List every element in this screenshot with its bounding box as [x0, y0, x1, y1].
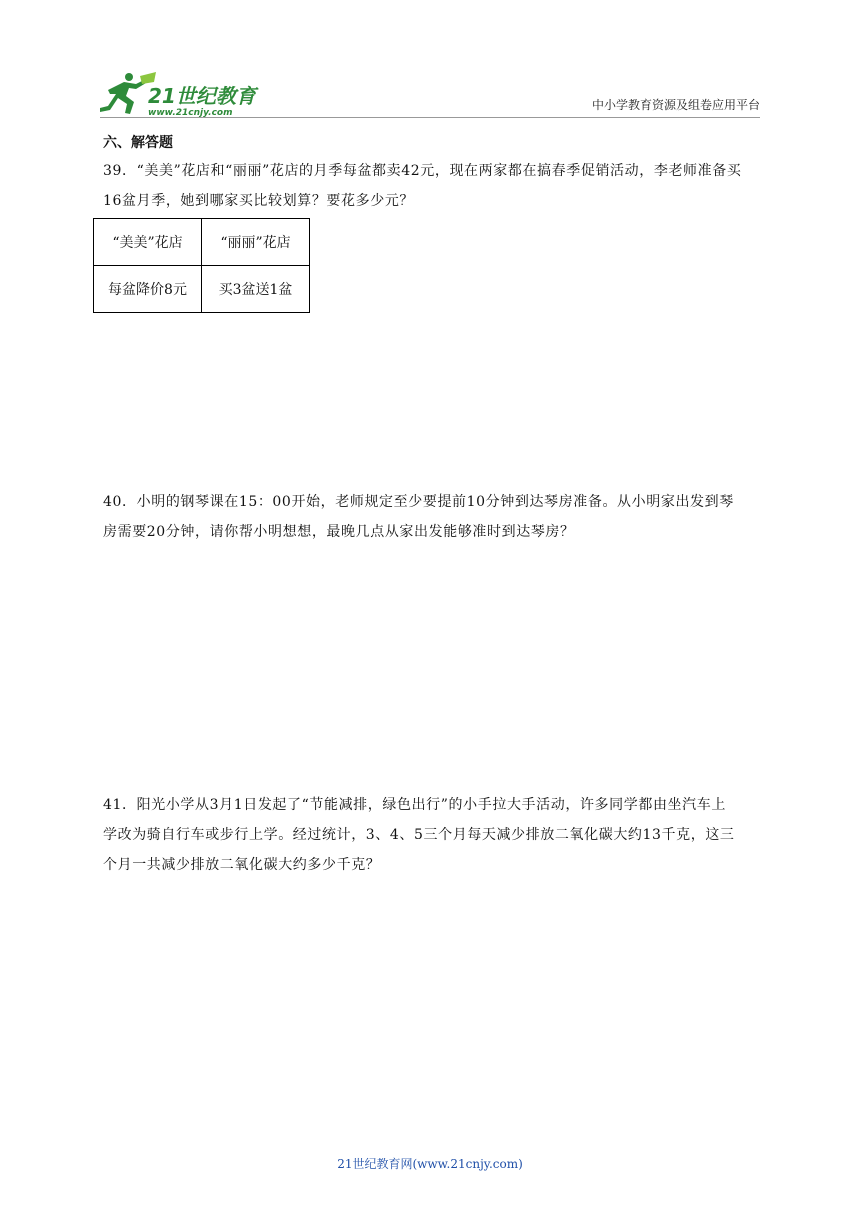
table-row	[94, 266, 310, 313]
site-logo	[96, 70, 266, 118]
table-cell-meimei-offer: 每盆降价8元	[94, 266, 202, 313]
logo-text: 21世纪教育	[148, 84, 256, 108]
shop-comparison-table	[93, 218, 310, 313]
question-41-line-2: 学改为骑自行车或步行上学。经过统计，3、4、5三个月每天减少排放二氧化碳大约13千克，这三	[103, 827, 735, 843]
question-39	[103, 156, 761, 216]
header-divider	[100, 117, 760, 118]
table-header-meimei: “美美”花店	[94, 219, 202, 266]
question-41-line-1: 41．阳光小学从3月1日发起了“节能减排，绿色出行”的小手拉大手活动，许多同学都由坐汽车上	[103, 797, 726, 813]
logo-url: www.21cnjy.com	[148, 108, 233, 118]
question-40-line-1: 40．小明的钢琴课在15：00开始，老师规定至少要提前10分钟到达琴房准备。从小明家出发到琴	[103, 494, 734, 510]
header-platform-text: 中小学教育资源及组卷应用平台	[591, 98, 760, 112]
question-39-line-2: 16盆月季，她到哪家买比较划算？要花多少元？	[103, 193, 415, 209]
flag-icon	[140, 72, 156, 84]
question-40	[103, 487, 761, 547]
table-header-lili: “丽丽”花店	[202, 219, 310, 266]
runner-icon	[100, 73, 146, 114]
question-39-line-1: 39．“美美”花店和“丽丽”花店的月季每盆都卖42元，现在两家都在搞春季促销活动，李老师准备买	[103, 163, 742, 179]
question-41-line-3: 个月一共减少排放二氧化碳大约多少千克？	[103, 857, 381, 873]
table-cell-lili-offer: 买3盆送1盆	[202, 266, 310, 313]
footer-link[interactable]: 21世纪教育网(www.21cnjy.com)	[337, 1157, 523, 1171]
question-40-line-2: 房需要20分钟，请你帮小明想想，最晚几点从家出发能够准时到达琴房？	[103, 524, 575, 540]
question-41	[103, 790, 761, 880]
table-header-row	[94, 219, 310, 266]
section-title: 六、解答题	[103, 135, 173, 151]
